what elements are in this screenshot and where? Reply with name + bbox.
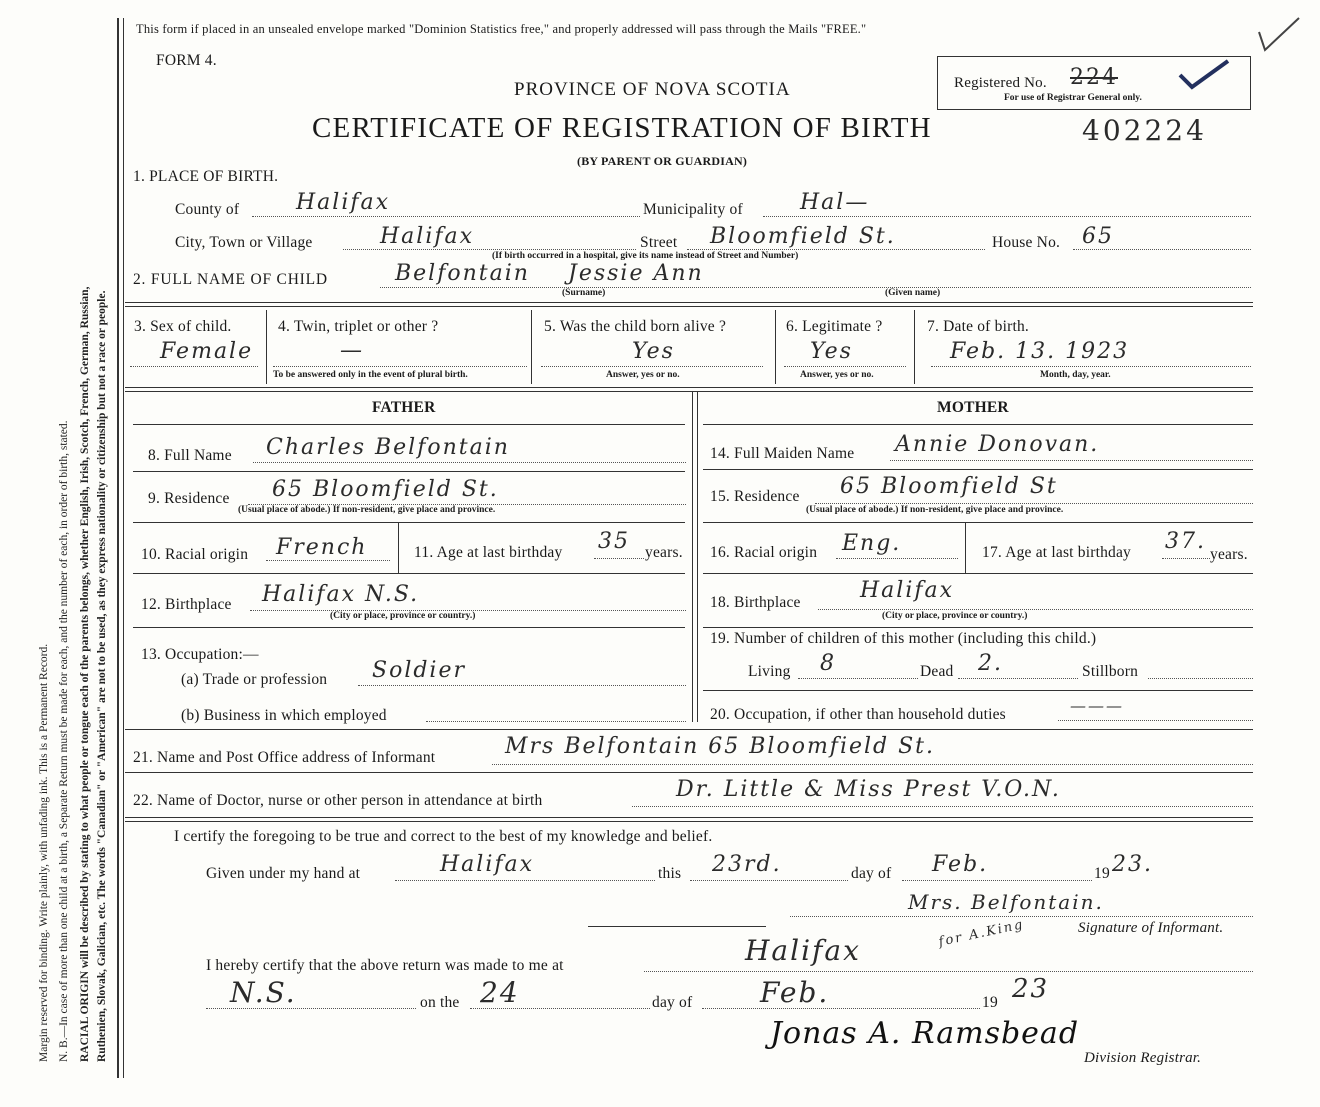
twin-note: To be answered only in the event of plural birth. xyxy=(273,370,468,380)
row-divider xyxy=(133,424,685,425)
father-age-field-line xyxy=(594,558,644,559)
column-divider xyxy=(398,522,399,573)
row-divider xyxy=(703,573,1253,574)
registrar-for-note: for A.King xyxy=(937,917,1026,950)
informant-signature-label: Signature of Informant. xyxy=(1078,920,1224,936)
legitimate-value: Yes xyxy=(810,339,853,364)
column-divider xyxy=(965,522,966,573)
father-name-value: Charles Belfontain xyxy=(266,435,510,460)
cert-year-prefix: 19 xyxy=(1094,865,1110,882)
dead-label: Dead xyxy=(920,663,954,680)
city-field-line xyxy=(343,249,636,250)
date-of-birth-note: Month, day, year. xyxy=(1040,370,1111,380)
mother-birthplace-note: (City or place, province or country.) xyxy=(882,611,1028,621)
place-of-birth-heading: 1. PLACE OF BIRTH. xyxy=(133,168,279,185)
cert-year-value: 23. xyxy=(1112,852,1153,877)
mother-racial-origin-field-line xyxy=(836,558,958,559)
checkmark-icon xyxy=(1255,14,1303,54)
form-number: FORM 4. xyxy=(156,52,217,69)
province-heading: PROVINCE OF NOVA SCOTIA xyxy=(514,79,791,100)
cert-day-value: 23rd. xyxy=(712,852,782,877)
born-alive-field-line xyxy=(541,366,763,367)
mother-age-value: 37. xyxy=(1165,529,1206,554)
mother-occupation-value: ——— xyxy=(1070,696,1124,715)
margin-note-binding: Margin reserved for binding. Write plainly, with unfading ink. This is a Permanent Record. xyxy=(38,643,50,1062)
house-number-value: 65 xyxy=(1082,224,1114,249)
father-birthplace-note: (City or place, province or country.) xyxy=(330,611,476,621)
column-divider xyxy=(775,310,776,384)
certificate-title: CERTIFICATE OF REGISTRATION OF BIRTH xyxy=(312,112,932,144)
section-divider xyxy=(125,729,1253,730)
row-divider xyxy=(703,469,1253,470)
cert-month-value: Feb. xyxy=(932,852,989,877)
row-divider xyxy=(133,471,685,472)
section-divider xyxy=(125,821,1253,822)
column-divider xyxy=(531,310,532,384)
doctor-label: 22. Name of Doctor, nurse or other person in attendance at birth xyxy=(133,792,543,809)
registered-number-value: 224 xyxy=(1070,65,1118,90)
row-divider xyxy=(703,627,1253,628)
registrar-year-value: 23 xyxy=(1012,974,1050,1004)
father-trade-value: Soldier xyxy=(372,658,467,683)
father-business-field-line xyxy=(426,721,686,722)
father-occupation-label: 13. Occupation:— xyxy=(141,646,259,663)
dead-value: 2. xyxy=(978,651,1003,676)
checkmark-icon xyxy=(1176,57,1236,91)
informant-label: 21. Name and Post Office address of Informant xyxy=(133,749,436,766)
informant-signature: Mrs. Belfontain. xyxy=(908,890,1104,914)
mother-heading: MOTHER xyxy=(937,399,1009,416)
father-racial-origin-label: 10. Racial origin xyxy=(141,546,249,563)
cert-day-of-label: day of xyxy=(851,865,892,882)
mother-residence-label: 15. Residence xyxy=(710,488,800,505)
registrar-general-box xyxy=(937,56,1251,110)
father-residence-label: 9. Residence xyxy=(148,490,230,507)
informant-field-line xyxy=(492,764,1253,765)
parents-divider xyxy=(697,391,698,722)
row-divider xyxy=(133,573,685,574)
county-field-line xyxy=(252,216,640,217)
registered-number-label: Registered No. xyxy=(954,75,1047,91)
section-divider xyxy=(125,306,1253,307)
house-number-field-line xyxy=(1073,249,1251,250)
legitimate-note: Answer, yes or no. xyxy=(800,370,874,380)
cert-day-field-line xyxy=(690,880,848,881)
registrar-place-value: Halifax xyxy=(745,934,861,967)
registrar-place2-value: N.S. xyxy=(230,976,297,1009)
father-trade-label: (a) Trade or profession xyxy=(181,671,328,688)
father-age-value: 35 xyxy=(598,529,630,554)
father-age-label: 11. Age at last birthday xyxy=(414,544,563,561)
registrar-month-value: Feb. xyxy=(760,976,830,1009)
on-the-label: on the xyxy=(420,994,460,1011)
father-racial-origin-field-line xyxy=(266,560,390,561)
certificate-number: 402224 xyxy=(1082,114,1207,147)
sex-field-line xyxy=(130,366,258,367)
registrar-day-value: 24 xyxy=(480,976,520,1009)
margin-note-multiple-births: N. B.—In case of more than one child at a birth, a Separate Return must be made for each, and the number of each, in order of birth, stated. xyxy=(58,420,70,1062)
twin-value: — xyxy=(340,338,364,363)
father-racial-origin-value: French xyxy=(276,535,368,560)
section-divider xyxy=(125,387,1253,388)
municipality-label: Municipality of xyxy=(643,201,743,218)
legitimate-field-line xyxy=(784,366,906,367)
informant-value: Mrs Belfontain 65 Bloomfield St. xyxy=(505,734,936,759)
section-divider xyxy=(125,302,1253,303)
mother-occupation-label: 20. Occupation, if other than household duties xyxy=(710,706,1006,723)
row-divider xyxy=(125,772,1253,773)
born-alive-note: Answer, yes or no. xyxy=(606,370,680,380)
given-place-value: Halifax xyxy=(440,852,535,877)
municipality-field-line xyxy=(763,216,1251,217)
mother-name-field-line xyxy=(890,460,1253,461)
margin-note-racial-origin-2: Ruthenien, Slovak, Galician, etc. The words "Canadian" or "American" are not to be used, as they express nationality or citizenship but not a race or people. xyxy=(96,290,108,1062)
father-years-label: years. xyxy=(645,544,683,561)
mother-age-label: 17. Age at last birthday xyxy=(982,544,1132,561)
mother-occupation-field-line xyxy=(1058,720,1253,721)
given-name-note: (Given name) xyxy=(885,288,941,298)
binding-margin-line xyxy=(117,18,119,1078)
stillborn-field-line xyxy=(1148,678,1253,679)
parents-divider xyxy=(692,391,693,722)
registrar-day-of-label: day of xyxy=(652,994,693,1011)
free-mail-notice: This form if placed in an unsealed envelope marked "Dominion Statistics free," and properly addressed will pass through the Mails "FREE." xyxy=(136,22,867,36)
municipality-value: Hal— xyxy=(800,190,870,215)
row-divider xyxy=(133,627,685,628)
date-of-birth-field-line xyxy=(931,366,1251,367)
column-divider xyxy=(914,310,915,384)
twin-label: 4. Twin, triplet or other ? xyxy=(278,318,439,335)
cert-month-field-line xyxy=(902,880,1092,881)
child-name-field-line xyxy=(380,287,1251,288)
section-divider xyxy=(125,391,1253,392)
legitimate-label: 6. Legitimate ? xyxy=(786,318,883,335)
father-business-label: (b) Business in which employed xyxy=(181,707,387,724)
street-field-line xyxy=(687,249,985,250)
binding-margin-line-2 xyxy=(123,18,124,1078)
sex-label: 3. Sex of child. xyxy=(134,318,232,335)
doctor-field-line xyxy=(632,806,1253,807)
division-registrar-label: Division Registrar. xyxy=(1084,1050,1202,1066)
registrar-month-field-line xyxy=(702,1008,980,1009)
living-value: 8 xyxy=(820,651,836,676)
living-field-line xyxy=(798,678,918,679)
mother-residence-value: 65 Bloomfield St xyxy=(840,474,1058,499)
mother-name-value: Annie Donovan. xyxy=(895,432,1100,457)
date-of-birth-value: Feb. 13. 1923 xyxy=(950,339,1130,364)
mother-residence-field-line xyxy=(815,503,1253,504)
hospital-note: (If birth occurred in a hospital, give its name instead of Street and Number) xyxy=(492,251,799,261)
father-residence-value: 65 Bloomfield St. xyxy=(272,477,499,502)
father-heading: FATHER xyxy=(372,399,436,416)
twin-field-line xyxy=(273,366,527,367)
this-label: this xyxy=(658,865,682,882)
registrar-statement: I hereby certify that the above return was made to me at xyxy=(206,957,564,974)
mother-racial-origin-value: Eng. xyxy=(842,531,902,556)
margin-note-racial-origin: RACIAL ORIGIN will be described by stating to what people or tongue each of the parents belongs, whether English, Irish, Scotch, French, German, Russian, xyxy=(79,286,91,1062)
dead-field-line xyxy=(958,678,1078,679)
child-given-name-value: Jessie Ann xyxy=(568,261,704,286)
row-divider xyxy=(703,522,1253,523)
street-value: Bloomfield St. xyxy=(710,224,896,249)
father-birthplace-label: 12. Birthplace xyxy=(141,596,232,613)
registrar-general-note: For use of Registrar General only. xyxy=(1004,93,1142,103)
section-divider xyxy=(125,817,1253,818)
mother-racial-origin-label: 16. Racial origin xyxy=(710,544,818,561)
father-birthplace-value: Halifax N.S. xyxy=(262,582,420,607)
mother-birthplace-value: Halifax xyxy=(860,578,955,603)
born-alive-value: Yes xyxy=(632,339,675,364)
county-value: Halifax xyxy=(296,190,391,215)
surname-note: (Surname) xyxy=(562,288,606,298)
given-under-hand-label: Given under my hand at xyxy=(206,865,361,882)
county-label: County of xyxy=(175,201,240,218)
mother-name-label: 14. Full Maiden Name xyxy=(710,445,855,462)
stillborn-label: Stillborn xyxy=(1082,663,1139,680)
mother-birthplace-label: 18. Birthplace xyxy=(710,594,801,611)
row-divider xyxy=(133,522,685,523)
children-count-label: 19. Number of children of this mother (including this child.) xyxy=(710,630,1097,647)
father-residence-note: (Usual place of abode.) If non-resident, give place and province. xyxy=(238,505,496,515)
certify-statement: I certify the foregoing to be true and correct to the best of my knowledge and belief. xyxy=(174,828,713,845)
street-label: Street xyxy=(640,234,678,251)
born-alive-label: 5. Was the child born alive ? xyxy=(544,318,727,335)
division-registrar-signature: Jonas A. Ramsbead xyxy=(770,1016,1080,1051)
date-of-birth-label: 7. Date of birth. xyxy=(927,318,1029,335)
child-name-label: 2. FULL NAME OF CHILD xyxy=(133,271,328,288)
city-value: Halifax xyxy=(380,224,475,249)
father-trade-field-line xyxy=(358,685,686,686)
registrar-place-field-line xyxy=(644,971,1253,972)
sex-value: Female xyxy=(160,339,254,364)
doctor-value: Dr. Little & Miss Prest V.O.N. xyxy=(676,777,1061,802)
registrar-year-prefix: 19 xyxy=(982,994,998,1011)
child-surname-value: Belfontain xyxy=(395,261,530,286)
column-divider xyxy=(266,310,267,384)
separator-line xyxy=(588,926,766,927)
mother-years-label: years. xyxy=(1210,546,1248,563)
certificate-subtitle: (BY PARENT OR GUARDIAN) xyxy=(577,154,748,168)
house-number-label: House No. xyxy=(992,234,1061,251)
mother-birthplace-field-line xyxy=(818,609,1253,610)
mother-age-field-line xyxy=(1162,558,1210,559)
father-name-label: 8. Full Name xyxy=(148,447,232,464)
row-divider xyxy=(703,424,1253,425)
father-name-field-line xyxy=(253,462,686,463)
mother-residence-note: (Usual place of abode.) If non-resident, give place and province. xyxy=(806,505,1064,515)
living-label: Living xyxy=(748,663,791,680)
city-label: City, Town or Village xyxy=(175,234,313,251)
row-divider xyxy=(703,690,1253,691)
given-place-field-line xyxy=(395,880,655,881)
